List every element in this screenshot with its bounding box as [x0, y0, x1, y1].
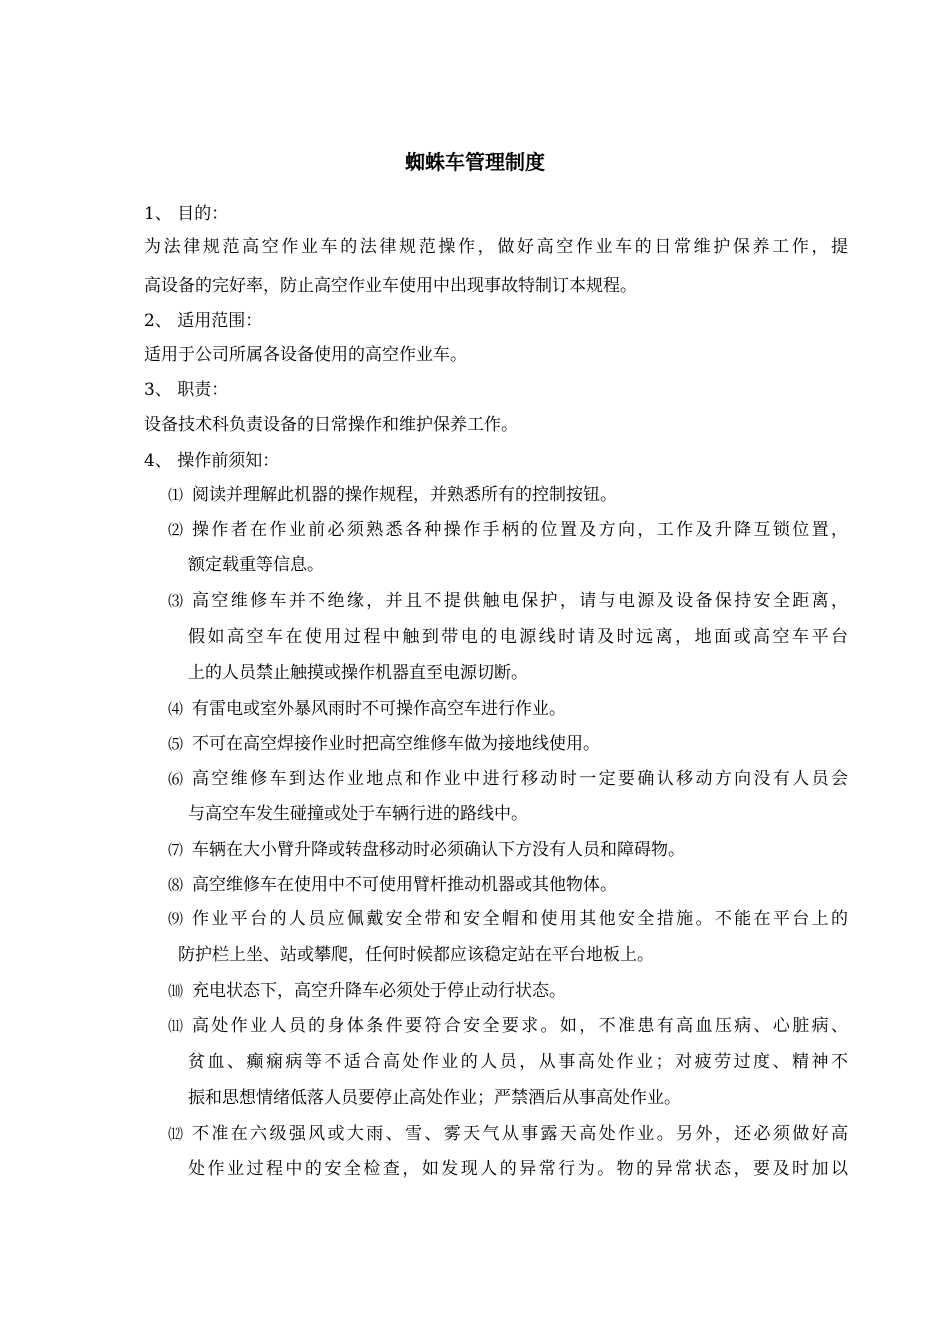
list-item-number: ⑾	[168, 1017, 184, 1035]
list-item-line: 操作者在作业前必须熟悉各种操作手柄的位置及方向，工作及升降互锁位置，	[192, 520, 848, 540]
section-heading-pre-operation: 4、 操作前须知：	[144, 451, 280, 471]
list-item-number: ⑴	[168, 486, 184, 504]
list-item-line: 高空维修车在使用中不可使用臂杆推动机器或其他物体。	[192, 875, 617, 895]
list-item-line: 高空维修车并不绝缘，并且不提供触电保护，请与电源及设备保持安全距离，	[192, 591, 848, 611]
paragraph-line: 设备技术科负责设备的日常操作和维护保养工作。	[144, 415, 518, 435]
section-heading-scope: 2、 适用范围：	[144, 311, 263, 331]
section-heading-responsibility: 3、 职责：	[144, 380, 229, 400]
list-item-line: 上的人员禁止触摸或操作机器直至电源切断。	[188, 663, 528, 683]
paragraph-line: 为法律规范高空作业车的法律规范操作，做好高空作业车的日常维护保养工作，提	[144, 237, 848, 257]
list-item-line: 与高空车发生碰撞或处于车辆行进的路线中。	[188, 804, 528, 824]
list-item-number: ⑸	[168, 735, 184, 753]
list-item-line: 防护栏上坐、站或攀爬，任何时候都应该稳定站在平台地板上。	[178, 945, 654, 965]
list-item-line: 高空维修车到达作业地点和作业中进行移动时一定要确认移动方向没有人员会	[192, 769, 848, 789]
list-item-line: 高处作业人员的身体条件要符合安全要求。如，不准患有高血压病、心脏病、	[192, 1016, 848, 1036]
list-item-number: ⑻	[168, 876, 184, 894]
list-item-number: ⑿	[168, 1125, 184, 1143]
list-item-line: 阅读并理解此机器的操作规程，并熟悉所有的控制按钮。	[192, 485, 617, 505]
section-heading-purpose: 1、 目的：	[144, 204, 229, 224]
list-item-number: ⑹	[168, 770, 184, 788]
list-item-number: ⑼	[168, 910, 184, 928]
list-item-line: 车辆在大小臂升降或转盘移动时必须确认下方没有人员和障碍物。	[192, 840, 685, 860]
list-item-line: 不可在高空焊接作业时把高空维修车做为接地线使用。	[192, 734, 600, 754]
paragraph-line: 适用于公司所属各设备使用的高空作业车。	[144, 345, 467, 365]
list-item-line: 假如高空车在使用过程中触到带电的电源线时请及时远离，地面或高空车平台	[188, 627, 848, 647]
list-item-number: ⑶	[168, 592, 184, 610]
list-item-number: ⑽	[168, 982, 184, 1000]
list-item-line: 不准在六级强风或大雨、雪、雾天气从事露天高处作业。另外，还必须做好高	[192, 1124, 848, 1144]
list-item-line: 作业平台的人员应佩戴安全带和安全帽和使用其他安全措施。不能在平台上的	[192, 909, 848, 929]
list-item-line: 充电状态下，高空升降车必须处于停止动行状态。	[192, 981, 566, 1001]
list-item-line: 额定载重等信息。	[188, 555, 324, 575]
paragraph-line: 高设备的完好率，防止高空作业车使用中出现事故特制订本规程。	[144, 276, 637, 296]
list-item-number: ⑺	[168, 841, 184, 859]
list-item-line: 贫血、癫痫病等不适合高处作业的人员，从事高处作业；对疲劳过度、精神不	[188, 1052, 848, 1072]
list-item-line: 振和思想情绪低落人员要停止高处作业；严禁酒后从事高处作业。	[188, 1088, 681, 1108]
list-item-line: 处作业过程中的安全检查，如发现人的异常行为。物的异常状态，要及时加以	[188, 1159, 848, 1179]
document-title: 蜘蛛车管理制度	[405, 150, 545, 174]
list-item-line: 有雷电或室外暴风雨时不可操作高空车进行作业。	[192, 699, 566, 719]
list-item-number: ⑵	[168, 521, 184, 539]
list-item-number: ⑷	[168, 700, 184, 718]
